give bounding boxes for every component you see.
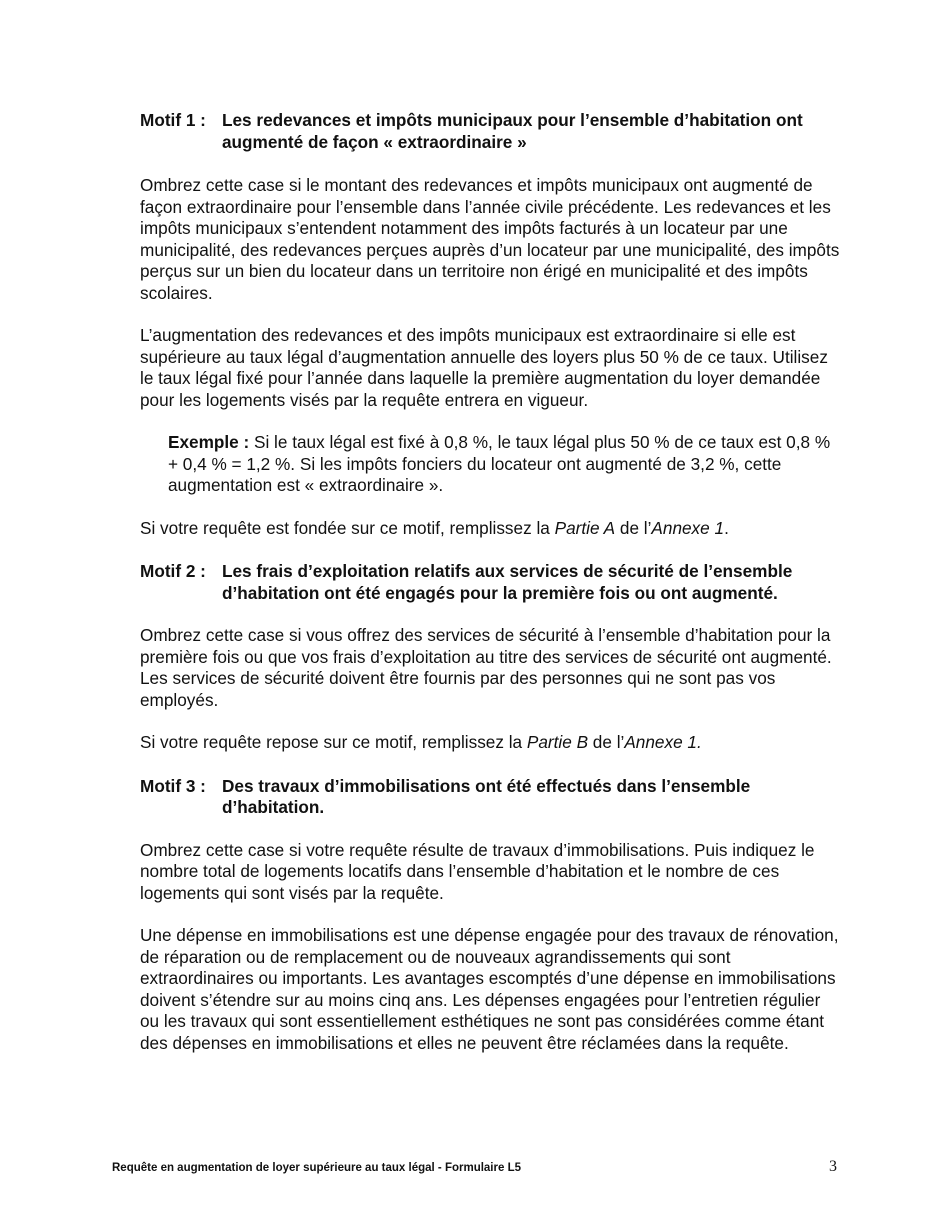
- instruction-part: Partie A: [554, 517, 616, 538]
- motif-2-instruction: [140, 732, 840, 754]
- motif-3-paragraph-1: Ombrez cette case si votre requête résulte de travaux d’immobilisations. Puis indiquez le nombre total de logements locatifs dans l’ensemble d’habitation et le nombre de ces logements qui sont visés par la requête.: [140, 839, 815, 903]
- instruction-mid: de l’: [588, 732, 625, 752]
- motif-3-label: Motif 3 :: [140, 775, 206, 796]
- instruction-part: Partie B: [526, 732, 589, 752]
- instruction-annex: Annexe 1.: [624, 732, 702, 752]
- motif-2-heading: [140, 561, 840, 604]
- motif-1-example: [168, 432, 840, 497]
- instruction-mid: de l’: [615, 517, 652, 538]
- example-label: Exemple :: [168, 432, 250, 452]
- motif-2-paragraph-1: Ombrez cette case si vous offrez des services de sécurité à l’ensemble d’habitation pour la première fois ou que vos frais d’exploitation au titre des services de sécurité ont augmenté. Les services de sécurité doivent être fournis par des personnes qui ne sont pas vos employés.: [140, 625, 832, 710]
- instruction-annex: Annexe 1: [651, 517, 725, 538]
- motif-1-heading: [140, 110, 840, 153]
- page-number: 3: [829, 1158, 837, 1175]
- motif-1-instruction: [140, 518, 840, 540]
- motif-3-title: Des travaux d’immobilisations ont été effectués dans l’ensemble d’habitation.: [222, 775, 751, 817]
- motif-1-label: Motif 1 :: [140, 110, 206, 130]
- motif-1-title: Les redevances et impôts municipaux pour l’ensemble d’habitation ont augmenté de façon « extraordinaire »: [222, 110, 803, 152]
- example-text: Si le taux légal est fixé à 0,8 %, le taux légal plus 50 % de ce taux est 0,8 % + 0,4 % = 1,2 %. Si les impôts fonciers du locateur ont augmenté de 3,2 %, cette augmentation est « extraordinaire ».: [168, 432, 831, 495]
- motif-1-paragraph-1: Ombrez cette case si le montant des redevances et impôts municipaux ont augmenté de façon extraordinaire pour l’ensemble dans l’année civile précédente. Les redevances et les impôts municipaux s’entendent notamment des impôts facturés à un locateur par une municipalité, des redevances perçues auprès d’un locateur par une municipalité, des impôts perçus sur un bien du locateur dans un territoire non érigé en municipalité et des impôts scolaires.: [140, 175, 840, 303]
- instruction-prefix: Si votre requête repose sur ce motif, remplissez la: [140, 732, 527, 752]
- motif-3-paragraph-2: Une dépense en immobilisations est une dépense engagée pour des travaux de rénovation, de réparation ou de remplacement ou de nouveaux agrandissements qui sont extraordinaires ou importants. Les avantages escomptés d’une dépense en immobilisations doivent s’étendre sur au moins cinq ans. Les dépenses engagées pour l’entretien régulier ou les travaux qui sont essentiellement esthétiques ne sont pas considérées comme étant des dépenses en immobilisations et elles ne peuvent être réclamées dans la requête.: [140, 925, 839, 1053]
- instruction-end: .: [724, 517, 729, 538]
- motif-2-title: Les frais d’exploitation relatifs aux services de sécurité de l’ensemble d’habitation ont été engagés pour la première fois ou ont augmenté.: [222, 561, 793, 603]
- motif-2-label: Motif 2 :: [140, 561, 206, 581]
- instruction-prefix: Si votre requête est fondée sur ce motif, remplissez la: [140, 517, 555, 538]
- document-body: [140, 110, 840, 1054]
- motif-1-paragraph-2: L’augmentation des redevances et des impôts municipaux est extraordinaire si elle est supérieure au taux légal d’augmentation annuelle des loyers plus 50 % de ce taux. Utilisez le taux légal fixé pour l’année dans laquelle la première augmentation du loyer demandée pour les logements visés par la requête entrera en vigueur.: [140, 325, 828, 410]
- footer-form-title: Requête en augmentation de loyer supérieure au taux légal - Formulaire L5: [112, 1162, 521, 1174]
- motif-3-heading: [140, 776, 840, 819]
